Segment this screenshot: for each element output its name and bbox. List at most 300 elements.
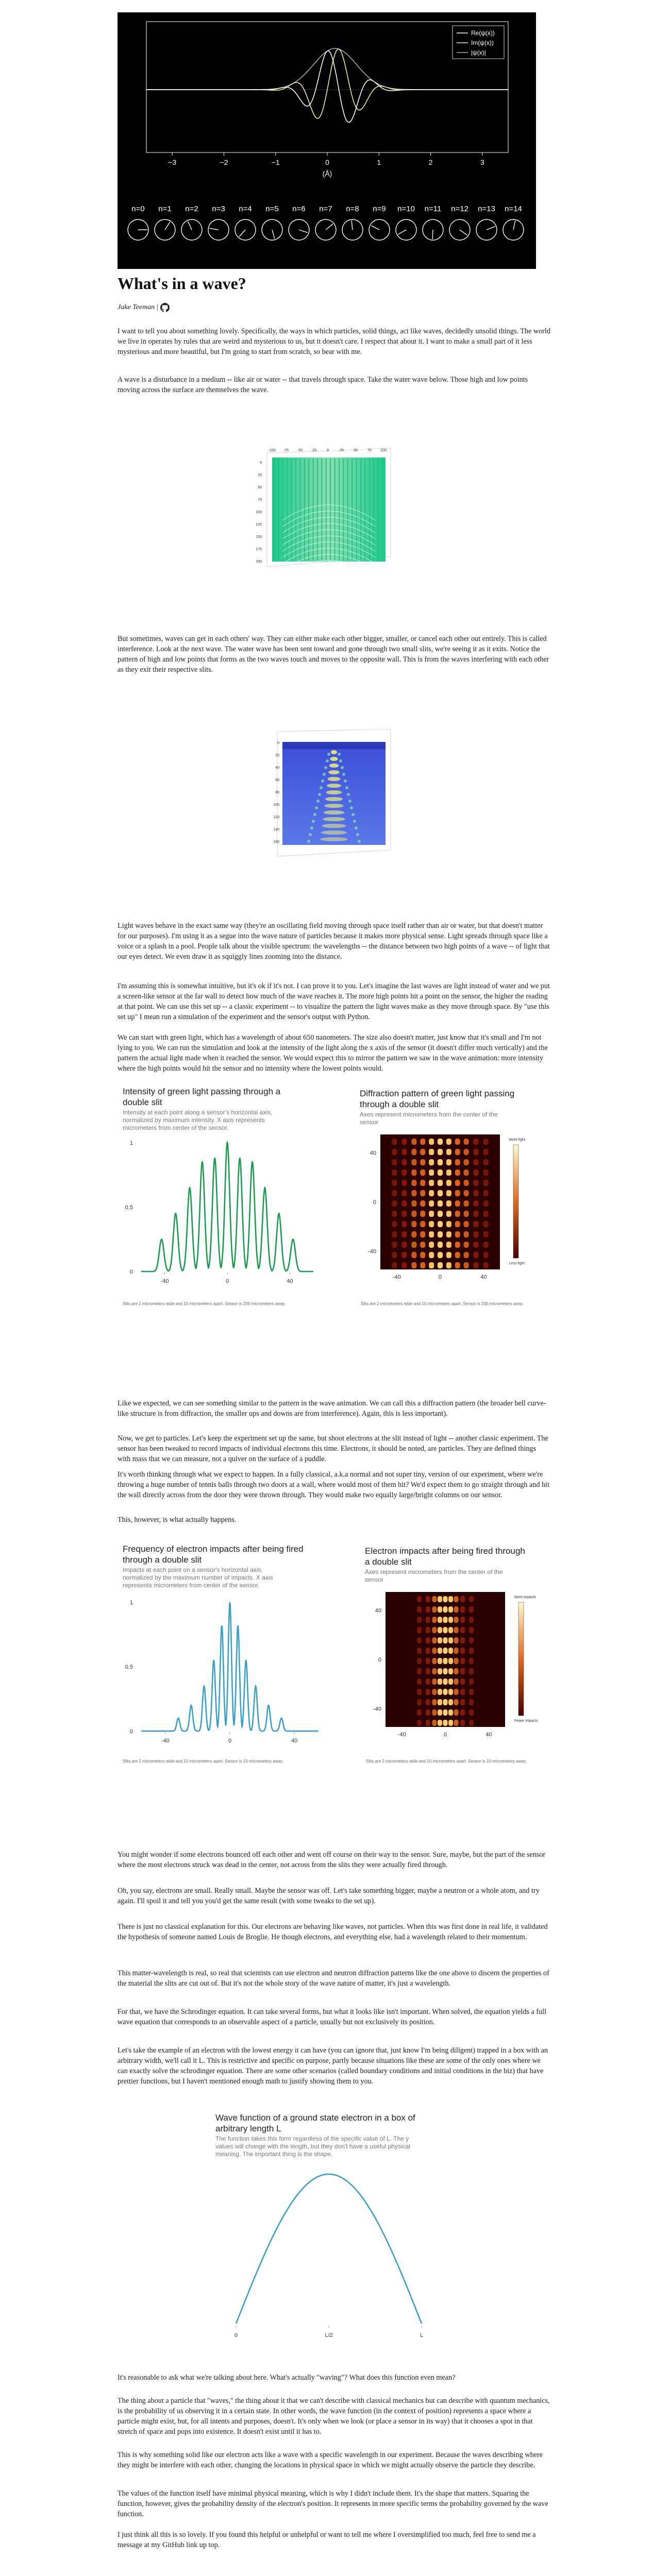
slit-side-fringe: [342, 773, 345, 776]
heatmap-cell: [392, 1221, 397, 1227]
heatmap-cell: [464, 1170, 469, 1176]
water-axis-tick: 75: [367, 449, 372, 452]
y-tick-label: 0.5: [125, 1664, 133, 1670]
heatmap-cell: [464, 1200, 469, 1207]
heatmap-cell: [443, 1668, 448, 1674]
heatmap-cell: [474, 1242, 479, 1248]
heatmap-cell: [460, 1637, 465, 1643]
heatmap-cell: [438, 1606, 442, 1613]
heatmap-cell: [426, 1689, 430, 1695]
heatmap-cell: [483, 1211, 489, 1217]
heatmap-cell: [455, 1262, 460, 1268]
hero-legend-label: Im(ψ(x)): [471, 39, 494, 46]
heatmap-cell: [420, 1180, 425, 1186]
heatmap-cell: [469, 1606, 474, 1613]
hero-tick-label: 3: [480, 158, 484, 166]
y-tick-label: 1: [129, 1140, 133, 1146]
hero-wavefunction-figure: [118, 12, 536, 269]
heatmap-cell: [426, 1606, 430, 1613]
hero-state-label: n=0: [131, 205, 145, 213]
heatmap-cell: [420, 1211, 425, 1217]
heatmap-cell: [474, 1159, 479, 1165]
slit-center-fringe: [329, 764, 339, 768]
heatmap-cell: [392, 1231, 397, 1238]
hero-state-phasor: [165, 222, 170, 230]
wave-function-plot: [215, 2164, 442, 2354]
slit-side-fringe: [338, 753, 341, 756]
hero-state-label: n=4: [239, 205, 252, 213]
heatmap-cell: [474, 1252, 479, 1258]
slit-axis-tick: 80: [275, 791, 279, 794]
y-tick-label: 0: [373, 1199, 376, 1206]
heatmap-cell: [483, 1200, 489, 1207]
heatmap-cell: [438, 1668, 442, 1674]
heatmap-cell: [426, 1617, 430, 1623]
double-slit-wave-plot: [267, 721, 401, 876]
green-intensity-plot: [118, 1138, 319, 1292]
slit-side-fringe: [347, 793, 350, 796]
heatmap-cell: [438, 1180, 443, 1186]
y-tick-label: 40: [370, 1150, 376, 1157]
heatmap-cell: [429, 1190, 434, 1196]
chart-title: Frequency of electron impacts after being fired through a double slit: [123, 1544, 304, 1565]
colorbar-high-label: More impacts: [514, 1596, 537, 1599]
heatmap-cell: [417, 1720, 422, 1726]
heatmap-cell: [446, 1221, 451, 1227]
heatmap-cell: [432, 1606, 437, 1613]
chart-subtitle: Intensity at each point along a sensor's horizontal axis, normalized by maximum intensity. X axis represents micrometers from center of the sensor.: [123, 1109, 273, 1131]
heatmap-cell: [417, 1648, 422, 1654]
heatmap-cell: [464, 1242, 469, 1248]
heatmap-cell: [432, 1679, 437, 1685]
heatmap-cell: [426, 1668, 430, 1674]
heatmap-cell: [392, 1252, 397, 1258]
heatmap-cell: [401, 1190, 407, 1196]
heatmap-cell: [469, 1617, 474, 1623]
heatmap-cell: [464, 1159, 469, 1165]
heatmap-cell: [454, 1699, 459, 1705]
slit-side-fringe: [321, 779, 324, 783]
heatmap-cell: [474, 1211, 479, 1217]
water-crest-arc: [282, 561, 375, 576]
water-axis-tick: 0: [260, 461, 262, 465]
slit-side-fringe: [320, 786, 323, 789]
heatmap-cell: [448, 1679, 453, 1685]
heatmap-cell: [443, 1648, 448, 1654]
heatmap-cell: [392, 1159, 397, 1165]
heatmap-cell: [443, 1699, 448, 1705]
heatmap-cell: [438, 1689, 442, 1695]
hero-state-phasor: [513, 221, 515, 230]
heatmap-cell: [438, 1617, 442, 1623]
github-link[interactable]: [160, 303, 170, 312]
heatmap-cell: [469, 1648, 474, 1654]
hero-state-phasor: [460, 230, 467, 235]
y-tick-label: -40: [373, 1706, 381, 1713]
heatmap-cell: [460, 1596, 465, 1602]
heatmap-cell: [426, 1637, 430, 1643]
heatmap-cell: [438, 1231, 443, 1238]
paragraph: We can start with green light, which has a wavelength of about 650 nanometers. The size also doesn't matter, just know that it's small and I'm not lying to you. We can run the simulation and look at the intensity of the light along the x axis of the sensor (it doesn't differ much vertically) and the pattern the actual light made when it reached the sensor. We would expect this to mirror the pattern we saw in the wave animation: more intensity where the high points would hit the sensor and no intensity where the lowest points would.: [118, 1033, 548, 1073]
slit-side-fringe: [315, 806, 318, 809]
heatmap-cell: [429, 1221, 434, 1227]
heatmap-cell: [417, 1699, 422, 1705]
heatmap-cell: [483, 1262, 489, 1268]
chart-title: Intensity of green light passing through a double slit: [123, 1087, 281, 1107]
heatmap-cell: [420, 1252, 425, 1258]
heatmap-cell: [443, 1709, 448, 1716]
slit-side-fringe: [348, 800, 351, 803]
hero-state-phasor: [351, 221, 353, 230]
paragraph: For that, we have the Schrodinger equation. It can take several forms, but what it looks like isn't important. When solved, the equation yields a full wave equation that corresponds to an observable aspect of a particle, usually but not exclusively its position.: [118, 2008, 547, 2026]
chart-note: Slits are 2 micrometers wide and 10 micrometers apart. Sensor is 10 micrometers away.: [366, 1759, 527, 1764]
heatmap-cell: [429, 1139, 434, 1145]
heatmap-cell: [454, 1617, 459, 1623]
heatmap-cell: [443, 1720, 448, 1726]
heatmap-cell: [474, 1170, 479, 1176]
heatmap-cell: [483, 1170, 489, 1176]
chart-title: Electron impacts after being fired through a double slit: [365, 1546, 525, 1567]
heatmap-cell: [438, 1709, 442, 1716]
heatmap-cell: [460, 1720, 465, 1726]
chart-title: Wave function of a ground state electron in a box of arbitrary length L: [215, 2113, 415, 2133]
paragraph: I want to tell you about something lovely. Specifically, the ways in which particles, solid things, act like waves, decidedly unsolid things. The world we live in operates by rules that are weird and mysterious to us, but it doesn't care. I respect that about it. I want to make a small part of it less mysterious and more beautiful, but I'm going to start from scratch, so bear with me.: [118, 327, 550, 356]
x-tick-label: 0: [234, 2332, 238, 2338]
heatmap-cell: [392, 1180, 397, 1186]
colorbar-low-label: Fewer impacts: [514, 1719, 538, 1723]
heatmap-cell: [420, 1242, 425, 1248]
heatmap-cell: [401, 1180, 407, 1186]
green-diffraction-heatmap: [360, 1129, 540, 1294]
paragraph: It's reasonable to ask what we're talking about here. What's actually "waving"? What does this function even mean?: [118, 2374, 456, 2382]
heatmap-cell: [460, 1617, 465, 1623]
paragraph: Light waves behave in the exact same way (they're an oscillating field moving through space itself rather than air or water, but that doesn't matter for our purposes). I'm using it as a segue into the wave nature of particles because it makes more physical sense. Light spreads through space like a voice or a splash in a pool. People talk about the visible spectrum: the wavelengths -- the distance between two high points of a wave -- of light that our eyes detect. We even draw it as squiggly lines zooming into the distance.: [118, 922, 550, 961]
slit-side-fringe: [323, 773, 326, 776]
heatmap-cell: [454, 1689, 459, 1695]
x-tick-label: 40: [485, 1732, 492, 1738]
heatmap-cell: [455, 1190, 460, 1196]
heatmap-cell: [438, 1200, 443, 1207]
heatmap-cell: [469, 1596, 474, 1602]
heatmap-cell: [429, 1149, 434, 1155]
hero-tick-label: −3: [168, 158, 177, 166]
heatmap-cell: [446, 1211, 451, 1217]
heatmap-cell: [483, 1139, 489, 1145]
series-line: [141, 1602, 319, 1731]
y-tick-label: 40: [375, 1607, 381, 1614]
heatmap-cell: [448, 1709, 453, 1716]
water-axis-tick: 25: [258, 473, 262, 477]
heatmap-cell: [438, 1159, 443, 1165]
x-tick-label: -40: [161, 1738, 170, 1744]
heatmap-cell: [454, 1658, 459, 1664]
heatmap-cell: [455, 1252, 460, 1258]
slit-side-fringe: [356, 833, 359, 836]
heatmap-cell: [432, 1648, 437, 1654]
slit-side-fringe: [310, 826, 313, 829]
heatmap-cell: [443, 1637, 448, 1643]
hero-state-label: n=11: [424, 205, 442, 213]
water-axis-tick: -50: [297, 449, 303, 452]
heatmap-cell: [411, 1262, 416, 1268]
water-axis-tick: 100: [256, 511, 262, 514]
paragraph: Now, we get to particles. Let's keep the experiment set up the same, but shoot electrons at the slit instead of light -- another classic experiment. The sensor has been tweaked to record impacts of individual electrons this time. Electrons, it should be noted, are particles. They are defined things with mass that we can measure, not a quiver on the surface of a puddle.: [118, 1434, 548, 1463]
x-tick-label: -40: [160, 1278, 169, 1284]
heatmap-cell: [469, 1720, 474, 1726]
heatmap-cell: [432, 1658, 437, 1664]
slit-side-fringe: [313, 813, 316, 816]
x-tick-label: 0: [443, 1732, 447, 1738]
heatmap-cell: [417, 1596, 422, 1602]
heatmap-cell: [443, 1606, 448, 1613]
heatmap-cell: [443, 1596, 448, 1602]
chart-subtitle: Impacts at each point on a sensor's horizontal axis, normalized by the maximum number of impacts. X axis represents micrometers from center of the sensor.: [123, 1566, 273, 1589]
heatmap-cell: [401, 1231, 407, 1238]
hero-state-phasors: [128, 205, 524, 240]
heatmap-cell: [446, 1252, 451, 1258]
slit-side-fringe: [353, 820, 356, 823]
heatmap-cell: [417, 1668, 422, 1674]
slit-barrier: [282, 742, 386, 749]
heatmap-cell: [417, 1627, 422, 1633]
slit-center-fringe: [323, 817, 345, 821]
heatmap-cell: [446, 1190, 451, 1196]
water-axis-tick: 150: [256, 535, 262, 539]
heatmap-cell: [417, 1637, 422, 1643]
y-tick-label: 0: [129, 1269, 133, 1275]
heatmap-cell: [426, 1720, 430, 1726]
heatmap-cell: [464, 1211, 469, 1217]
slit-side-fringe: [309, 833, 312, 836]
y-tick-label: 0: [129, 1728, 133, 1735]
colorbar: [518, 1602, 524, 1716]
heatmap-cell: [469, 1699, 474, 1705]
double-slit-axis-ticks: [273, 741, 279, 844]
slit-center-fringe: [326, 790, 342, 794]
heatmap-cell: [448, 1627, 453, 1633]
heatmap-cell: [460, 1689, 465, 1695]
heatmap-cell: [454, 1679, 459, 1685]
heatmap-cell: [474, 1180, 479, 1186]
hero-state-phasor: [299, 230, 308, 233]
heatmap-cell: [455, 1139, 460, 1145]
hero-state-phasor: [432, 230, 433, 239]
heatmap-cell: [438, 1699, 442, 1705]
hero-state-label: n=8: [346, 205, 359, 213]
slit-center-fringe: [328, 770, 340, 774]
heatmap-cell: [455, 1231, 460, 1238]
slit-center-fringe: [325, 797, 343, 801]
x-tick-label: L: [420, 2332, 424, 2338]
heatmap-cell: [438, 1252, 443, 1258]
heatmap-cell: [460, 1679, 465, 1685]
heatmap-cell: [392, 1200, 397, 1207]
heatmap-cell: [464, 1221, 469, 1227]
heatmap-cell: [460, 1709, 465, 1716]
heatmap-cell: [429, 1170, 434, 1176]
heatmap-cell: [474, 1262, 479, 1268]
water-axis-tick: -100: [268, 449, 276, 452]
heatmap-cell: [417, 1689, 422, 1695]
slit-side-fringe: [316, 800, 320, 803]
x-tick-label: L/2: [325, 2332, 333, 2338]
slit-side-fringe: [324, 766, 327, 769]
slit-side-fringe: [351, 813, 355, 816]
heatmap-cell: [411, 1200, 416, 1207]
electron-impact-chart: [365, 1546, 545, 1814]
paragraph: I just think all this is so lovely. If you found this helpful or unhelpful or want to tell me where I oversimplified too much, feel free to send me a message at my GitHub link up top.: [118, 2531, 536, 2549]
heatmap-cell: [401, 1200, 407, 1207]
hero-state-phasor: [209, 228, 219, 230]
heatmap-cell: [411, 1159, 416, 1165]
slit-axis-tick: 100: [273, 803, 279, 807]
heatmap-cell: [464, 1149, 469, 1155]
paragraph: Oh, you say, electrons are small. Really small. Maybe the sensor was off. Let's take something bigger, maybe a neutron or a whole atom, and try again. I'll spoil it and tell you you'd get the same result (with some tweaks to the set up).: [118, 1887, 540, 1905]
hero-state-label: n=1: [158, 205, 172, 213]
slit-center-fringe: [320, 837, 348, 841]
heatmap-cell: [443, 1658, 448, 1664]
heatmap-cell: [469, 1668, 474, 1674]
slit-center-fringe: [327, 784, 341, 788]
slit-side-fringe: [350, 806, 353, 809]
heatmap-cell: [455, 1170, 460, 1176]
hero-state-phasor: [487, 227, 495, 230]
colorbar: [513, 1145, 518, 1258]
heatmap-cell: [429, 1159, 434, 1165]
heatmap-cell: [411, 1139, 416, 1145]
wave-function-curve: [236, 2174, 422, 2324]
heatmap-cell: [411, 1149, 416, 1155]
heatmap-cell: [401, 1221, 407, 1227]
heatmap-cell: [469, 1709, 474, 1716]
heatmap-cell: [432, 1720, 437, 1726]
heatmap-cell: [411, 1252, 416, 1258]
heatmap-cell: [392, 1242, 397, 1248]
heatmap-cell: [411, 1211, 416, 1217]
slit-center-fringe: [328, 777, 341, 781]
heatmap-cell: [392, 1190, 397, 1196]
heatmap-cell: [420, 1139, 425, 1145]
heatmap-cell: [429, 1262, 434, 1268]
paragraph: There is just no classical explanation for this. Our electrons are behaving like waves, not particles. When this was first done in real life, it validated the hypothesis of someone named Louis de Broglie. He though electrons, and everything else, had a wavelength related to their momentum.: [118, 1923, 548, 1941]
slit-axis-tick: 140: [273, 828, 279, 832]
hero-state-label: n=2: [185, 205, 198, 213]
heatmap-cell: [483, 1180, 489, 1186]
x-tick-label: 0: [438, 1274, 442, 1280]
chart-subtitle: The function takes this form regardless of the specific value of L. The y values will change with the length, but they don't have a useful physical meaning. The important thing is the shape.: [215, 2135, 410, 2158]
heatmap-cell: [420, 1231, 425, 1238]
heatmap-cell: [454, 1606, 459, 1613]
heatmap-cell: [483, 1190, 489, 1196]
heatmap-cell: [401, 1252, 407, 1258]
y-tick-label: 0.5: [125, 1205, 133, 1211]
heatmap-cell: [411, 1231, 416, 1238]
chart-note: Slits are 2 micrometers wide and 10 micrometers apart. Sensor is 10 micrometers away.: [123, 1759, 283, 1764]
electron-frequency-chart: [118, 1544, 324, 1811]
hero-im-curve: [146, 49, 508, 118]
heatmap-cell: [392, 1211, 397, 1217]
y-tick-label: 1: [129, 1600, 133, 1606]
water-wave-plot: [252, 443, 406, 590]
heatmap-cell: [432, 1627, 437, 1633]
heatmap-cell: [392, 1262, 397, 1268]
hero-tick-label: 1: [377, 158, 381, 166]
heatmap-cell: [443, 1679, 448, 1685]
heatmap-cell: [446, 1139, 451, 1145]
heatmap-cell: [460, 1699, 465, 1705]
x-tick-label: 0: [225, 1278, 229, 1284]
heatmap-cell: [483, 1221, 489, 1227]
chart-note: Slits are 2 micrometers wide and 10 micrometers apart. Sensor is 200 micrometers away.: [123, 1301, 286, 1306]
hero-legend-label: |ψ(x)|: [471, 49, 486, 56]
x-tick-label: -40: [392, 1274, 401, 1280]
heatmap-cell: [417, 1606, 422, 1613]
heatmap-cell: [446, 1262, 451, 1268]
heatmap-cell: [426, 1658, 430, 1664]
heatmap-cell: [429, 1211, 434, 1217]
heatmap-cell: [455, 1221, 460, 1227]
heatmap-cell: [474, 1221, 479, 1227]
heatmap-cell: [401, 1170, 407, 1176]
water-axis-tick: 50: [354, 449, 358, 452]
heatmap-cell: [438, 1170, 443, 1176]
paragraph: This matter-wavelength is real, so real that scientists can use electron and neutron diffraction patterns like the one above to discern the properties of the material the slits are cut out of. But it's not the whole story of the wave nature of matter, it's just a wavelength.: [118, 1969, 549, 1988]
heatmap-cell: [401, 1262, 407, 1268]
heatmap-cell: [432, 1637, 437, 1643]
water-axis-tick: 100: [380, 449, 387, 452]
heatmap-cell: [483, 1252, 489, 1258]
heatmap-cell: [446, 1149, 451, 1155]
slit-center-fringe: [330, 757, 338, 761]
heatmap-cell: [438, 1139, 443, 1145]
heatmap-cell: [401, 1211, 407, 1217]
slit-center-fringe: [331, 750, 337, 754]
heatmap-cell: [454, 1637, 459, 1643]
heatmap-cell: [426, 1709, 430, 1716]
hero-re-curve: [146, 51, 508, 123]
paragraph: It's worth thinking through what we expect to happen. In a fully classical, a.k.a normal and not super tiny, version of our experiment, where we're throwing a huge number of tennis balls through two doors at a wall, where would most of them hit? We'd expect them to go straight through and hit the wall directly across from the door they were thrown through. They would make two equally large/bright columns on our sensor.: [118, 1470, 550, 1499]
electron-impact-heatmap: [365, 1587, 545, 1752]
slit-center-fringe: [322, 824, 346, 828]
slit-side-fringe: [327, 753, 330, 756]
heatmap-cell: [432, 1617, 437, 1623]
water-axis-tick: 125: [256, 523, 262, 527]
heatmap-cell: [411, 1242, 416, 1248]
heatmap-cell: [464, 1180, 469, 1186]
heatmap-cell: [420, 1149, 425, 1155]
slit-side-fringe: [341, 766, 344, 769]
heatmap-cell: [483, 1242, 489, 1248]
heatmap-cell: [429, 1180, 434, 1186]
paragraph: Let's take the example of an electron with the lowest energy it can have (you can ignore that, just know I'm being diligent) trapped in a box with an arbitrary width, we'll call it L. This is restrictive and specific on purpose, partly because situations like these are some of the only ones where we can exactly solve the schrodinger equation. There are some other scenarios (called boundary conditions and initial conditions in the biz) that have prettier functions, but I haven't mentioned enough math to justify showing them to you.: [118, 2046, 548, 2086]
green-diffraction-chart: [360, 1088, 540, 1356]
heatmap-cell: [432, 1596, 437, 1602]
heatmap-cell: [448, 1720, 453, 1726]
heatmap-cell: [460, 1606, 465, 1613]
heatmap-cell: [438, 1211, 443, 1217]
hero-legend-label: Re(ψ(x)): [471, 29, 495, 37]
series-line: [141, 1143, 313, 1272]
heatmap-cell: [417, 1679, 422, 1685]
heatmap-cell: [438, 1221, 443, 1227]
hero-state-label: n=5: [265, 205, 279, 213]
heatmap-cell: [411, 1190, 416, 1196]
heatmap-cell: [432, 1699, 437, 1705]
hero-state-label: n=14: [505, 205, 522, 213]
heatmap-cell: [474, 1231, 479, 1238]
hero-plot: [118, 12, 536, 269]
hero-state-label: n=12: [451, 205, 468, 213]
